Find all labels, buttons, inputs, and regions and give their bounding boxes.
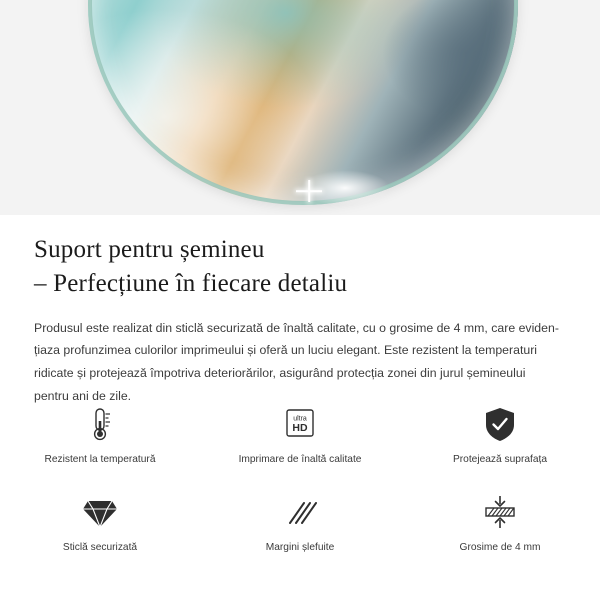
page-title-line-2: – Perfecțiune în fiecare detaliu xyxy=(34,269,348,297)
ultra-hd-icon xyxy=(280,404,320,446)
page-title-line-1: Suport pentru șemineu xyxy=(34,236,265,263)
feature-item-print-quality xyxy=(200,404,400,474)
svg-text:HD: HD xyxy=(292,422,308,434)
feature-label: Margini șlefuite xyxy=(265,542,335,553)
content-block xyxy=(0,215,600,407)
svg-text:ultra: ultra xyxy=(293,415,307,423)
feature-label: Imprimare de înaltă calitate xyxy=(238,454,362,465)
feature-label: Grosime de 4 mm xyxy=(459,542,541,553)
feature-grid xyxy=(0,404,600,562)
description-paragraph: Produsul este realizat din sticlă securizată de înaltă calitate, cu o grosime de 4 mm, care evidențiaza profunzimea culorilor imprimeului și oferă un luciu elegant. Este rezistent la temperaturi ridicate și protejează împotriva deteriorărilor, asigurând protecția zonei din jurul șemineului pentru ani de zile. xyxy=(34,320,559,403)
feature-item-polished-edges xyxy=(200,492,400,562)
feature-item-tempered-glass xyxy=(0,492,200,562)
feature-item-surface-protection xyxy=(400,404,600,474)
polished-edges-icon xyxy=(280,492,320,534)
feature-label: Sticlă securizată xyxy=(62,542,138,553)
thermometer-icon xyxy=(83,404,117,446)
page-title xyxy=(0,233,600,301)
shield-check-icon xyxy=(481,404,519,446)
hero-image xyxy=(0,0,600,215)
feature-item-thickness xyxy=(400,492,600,562)
thickness-4mm-icon xyxy=(480,492,520,534)
feature-label: Protejează suprafața xyxy=(452,454,547,465)
feature-item-temperature xyxy=(0,404,200,474)
diamond-icon xyxy=(80,492,120,534)
feature-label: Rezistent la temperatură xyxy=(44,454,156,465)
